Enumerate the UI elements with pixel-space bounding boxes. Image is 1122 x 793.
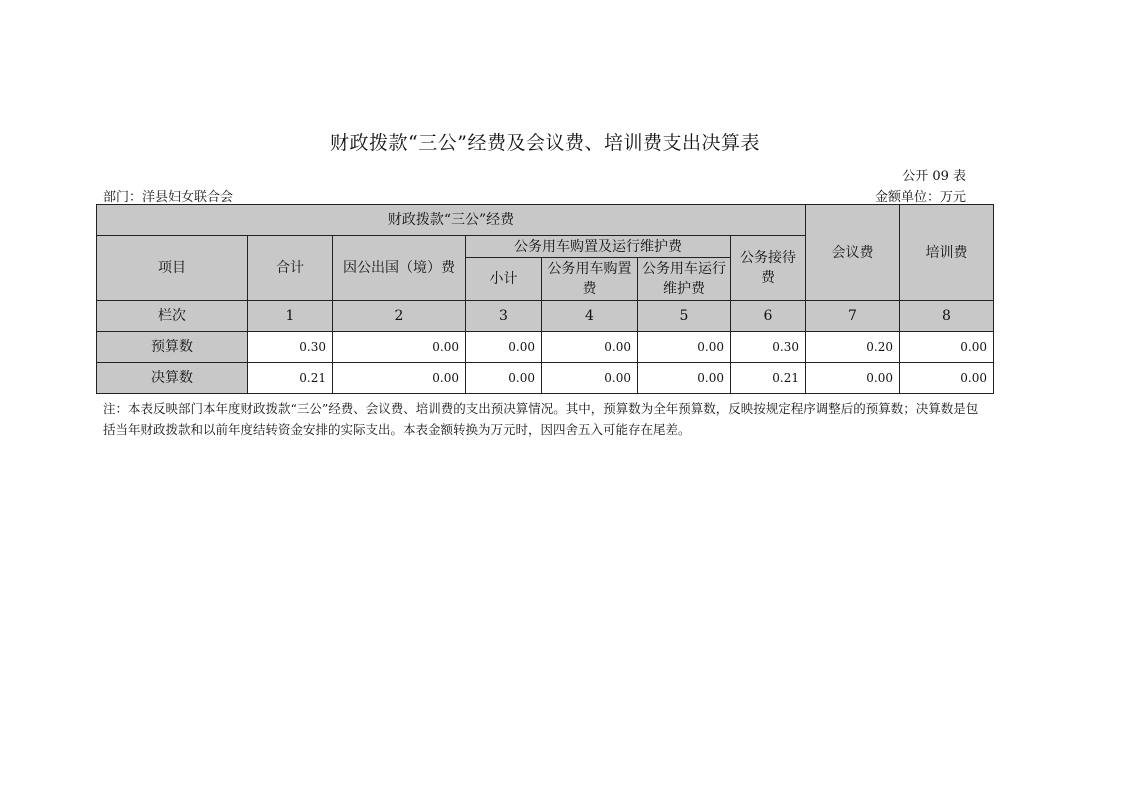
header-total: 合计 <box>248 236 333 301</box>
table-cell: 0.00 <box>542 332 638 363</box>
table-cell: 0.21 <box>731 363 806 394</box>
table-cell: 0.00 <box>333 363 466 394</box>
row-label: 预算数 <box>97 332 248 363</box>
table-cell: 0.00 <box>900 363 994 394</box>
amount-unit-label: 金额单位：万元 <box>874 190 966 205</box>
table-cell: 0.00 <box>900 332 994 363</box>
table-cell: 0.00 <box>638 363 731 394</box>
row-label: 决算数 <box>97 363 248 394</box>
table-row-final <box>97 363 994 394</box>
table-cell: 0.00 <box>466 363 542 394</box>
header-three-public: 财政拨款“三公”经费 <box>97 205 806 236</box>
header-item: 项目 <box>97 236 248 301</box>
table-cell: 0.20 <box>806 332 900 363</box>
form-number: 公开 09 表 <box>902 169 966 184</box>
header-subtotal: 小计 <box>466 258 542 301</box>
table-cell: 0.00 <box>638 332 731 363</box>
header-reception: 公务接待费 <box>731 236 806 301</box>
header-vehicle-purchase: 公务用车购置费 <box>542 258 638 301</box>
column-row-label: 栏次 <box>97 301 248 332</box>
column-number: 3 <box>466 301 542 332</box>
column-number: 5 <box>638 301 731 332</box>
table-cell: 0.00 <box>806 363 900 394</box>
table-cell: 0.00 <box>333 332 466 363</box>
table-cell: 0.30 <box>248 332 333 363</box>
header-abroad: 因公出国（境）费 <box>333 236 466 301</box>
column-number: 2 <box>333 301 466 332</box>
header-training: 培训费 <box>900 205 994 301</box>
header-vehicle-operation: 公务用车运行维护费 <box>638 258 731 301</box>
expenditure-table <box>96 204 994 394</box>
table-row-budget <box>97 332 994 363</box>
column-number: 8 <box>900 301 994 332</box>
header-vehicle-group: 公务用车购置及运行维护费 <box>466 236 731 258</box>
table-cell: 0.30 <box>731 332 806 363</box>
column-number: 4 <box>542 301 638 332</box>
table-cell: 0.21 <box>248 363 333 394</box>
footnote: 注：本表反映部门本年度财政拨款“三公”经费、会议费、培训费的支出预决算情况。其中，预算数为全年预算数，反映按规定程序调整后的预算数；决算数是包括当年财政拨款和以前年度结转资金安排的实际支出。本表金额转换为万元时，因四舍五入可能存在尾差。 <box>103 401 979 437</box>
header-meeting: 会议费 <box>806 205 900 301</box>
column-number: 1 <box>248 301 333 332</box>
column-number: 6 <box>731 301 806 332</box>
page-title: 财政拨款“三公”经费及会议费、培训费支出决算表 <box>330 132 760 154</box>
column-number: 7 <box>806 301 900 332</box>
department-label: 部门：洋县妇女联合会 <box>103 190 234 205</box>
table-cell: 0.00 <box>466 332 542 363</box>
table-cell: 0.00 <box>542 363 638 394</box>
